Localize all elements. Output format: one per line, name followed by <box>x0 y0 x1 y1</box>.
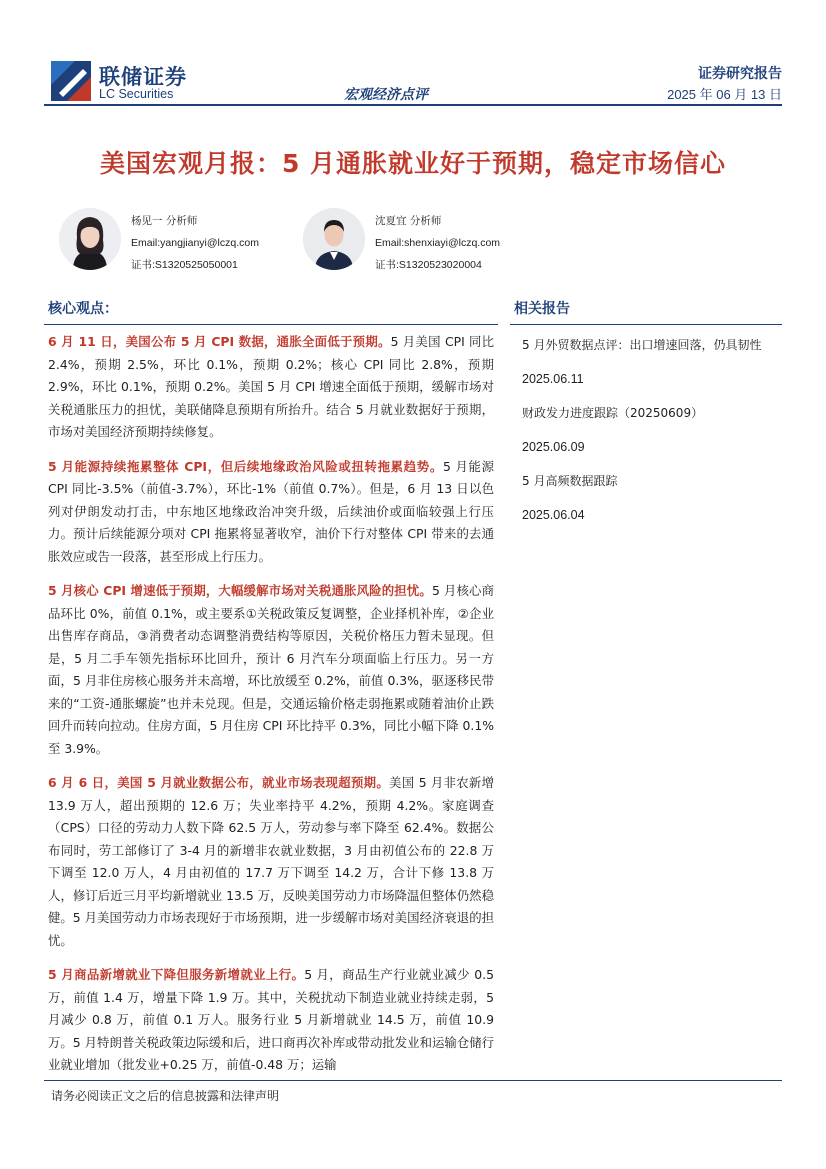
analyst-name: 杨见一 分析师 <box>131 215 198 227</box>
related-report-date: 2025.06.09 <box>522 440 585 454</box>
paragraph-highlight: 5 月商品新增就业下降但服务新增就业上行。 <box>48 967 305 982</box>
related-report-date: 2025.06.11 <box>522 372 584 386</box>
paragraph-highlight: 5 月能源持续拖累整体 CPI，但后续地缘政治风险或扭转拖累趋势。 <box>48 458 443 474</box>
paragraph-body: 美国 5 月非农新增 13.9 万人，超出预期的 12.6 万；失业率持平 4.2%，预期 4.2%。家庭调查（CPS）口径的劳动力人数下降 62.5 万人，劳动参与率下降至 62.4%。数据公布同时，劳工部修订了 3-4 月的新增非农就业数据，3 月由初值公布的 22.8 万下调至 12.0 万人，4 月由初值的 17.7 万下调至 14.2 万，合计下修 13.8 万人，修订后近三月平均新增就业 13.5 万，反映美国劳动力市场降温但整体仍然稳健。5 月美国劳动力市场表现好于市场预期，进一步缓解市场对美国经济衰退的担忧。 <box>48 775 495 948</box>
related-report-link[interactable]: 5 月高频数据跟踪 <box>522 474 618 488</box>
analyst-cert: 证书:S1320525050001 <box>131 259 238 271</box>
footer-divider <box>44 1080 782 1081</box>
paragraph-highlight: 5 月核心 CPI 增速低于预期，大幅缓解市场对关税通胀风险的担忧。 <box>48 583 432 598</box>
report-category: 宏观经济点评 <box>344 87 428 103</box>
logo-text-en: LC Securities <box>99 87 174 101</box>
report-title: 美国宏观月报：5 月通胀就业好于预期，稳定市场信心 <box>99 149 727 178</box>
analyst-photo-icon <box>59 208 121 270</box>
logo-text-cn: 联储证券 <box>99 65 187 89</box>
core-views-section <box>44 298 498 1077</box>
paragraph-highlight: 6 月 6 日，美国 5 月就业数据公布，就业市场表现超预期。 <box>48 775 390 790</box>
section-heading: 核心观点： <box>48 301 118 317</box>
related-report-link[interactable]: 财政发力进度跟踪（20250609） <box>522 406 704 420</box>
avatar <box>59 208 121 270</box>
section-heading: 相关报告 <box>514 301 570 317</box>
paragraph-body: 5 月能源 CPI 同比-3.5%（前值-3.7%），环比-1%（前值 0.7%）。但是，6 月 13 日以色列对伊朗发动打击，中东地区地缘政治冲突升级，后续油价或面临较强上行压力。预计后续能源分项对 CPI 拖累将显著收窄，油价下行对整体 CPI 带来的去通胀效应或告一段落，甚至形成上行压力。 <box>48 458 494 564</box>
related-report-list <box>510 333 782 527</box>
lc-logo-icon <box>51 61 91 101</box>
paragraph <box>44 580 498 760</box>
section-divider <box>510 324 782 325</box>
paragraph-body: 5 月美国 CPI 同比 2.4%，预期 2.5%，环比 0.1%，预期 0.2%；核心 CPI 同比 2.8%，预期 2.9%，环比 0.1%，预期 0.2%。美国 5 月 CPI 增速全面低于预期，缓解市场对关税通胀压力的担忧，美联储降息预期有所抬升。结合 5 月就业数据好于预期，市场对美国经济预期持续修复。 <box>48 334 494 439</box>
paragraph <box>44 456 498 569</box>
header-divider <box>44 104 782 106</box>
related-reports-section <box>510 298 782 537</box>
analyst-name: 沈夏宜 分析师 <box>375 215 442 227</box>
analyst-cert: 证书:S1320523020004 <box>375 259 482 271</box>
analyst-email: Email:shenxiayi@lczq.com <box>375 237 501 249</box>
company-logo <box>51 61 196 105</box>
footer-disclaimer: 请务必阅读正文之后的信息披露和法律声明 <box>51 1089 280 1103</box>
paragraph <box>44 964 498 1077</box>
paragraph-body: 5 月，商品生产行业就业减少 0.5 万，前值 1.4 万，增量下降 1.9 万。其中，关税扰动下制造业就业持续走弱，5 月减少 0.8 万，前值 0.1 万人。服务行业 5 月新增就业 14.5 万，前值 10.9 万。5 月特朗普关税政策边际缓和后，进口商再次补库或带动批发业和运输仓储行业就业增加（批发业+0.25 万，前值-0.48 万；运输 <box>48 967 495 1072</box>
paragraph-body: 5 月核心商品环比 0%，前值 0.1%，或主要系①关税政策反复调整，企业择机补库，②企业出售库存商品，③消费者动态调整消费结构等原因，关税价格压力暂未显现。但是，5 月二手车领先指标环比回升，预计 6 月汽车分项面临上行压力。另一方面，5 月非住房核心服务并未高增，环比放缓至 0.2%，前值 0.3%，驱逐移民带来的“工资-通胀螺旋”也并未兑现。但是，交通运输价格走弱拖累或随着油价止跌回升而转向拉动。住房方面，5 月住房 CPI 环比持平 0.3%，同比小幅下降 0.1%至 3.9%。 <box>48 583 494 756</box>
avatar <box>303 208 365 270</box>
paragraph <box>44 331 498 444</box>
report-type: 证券研究报告 <box>698 66 782 82</box>
paragraph <box>44 772 498 952</box>
section-divider <box>44 324 498 325</box>
analyst-email: Email:yangjianyi@lczq.com <box>131 237 259 249</box>
related-report-link[interactable]: 5 月外贸数据点评：出口增速回落，仍具韧性 <box>522 338 762 352</box>
paragraph-highlight: 6 月 11 日，美国公布 5 月 CPI 数据，通胀全面低于预期。 <box>48 334 391 349</box>
report-date: 2025 年 06 月 13 日 <box>667 87 782 102</box>
analyst-photo-icon <box>303 208 365 270</box>
related-report-date: 2025.06.04 <box>522 508 585 522</box>
